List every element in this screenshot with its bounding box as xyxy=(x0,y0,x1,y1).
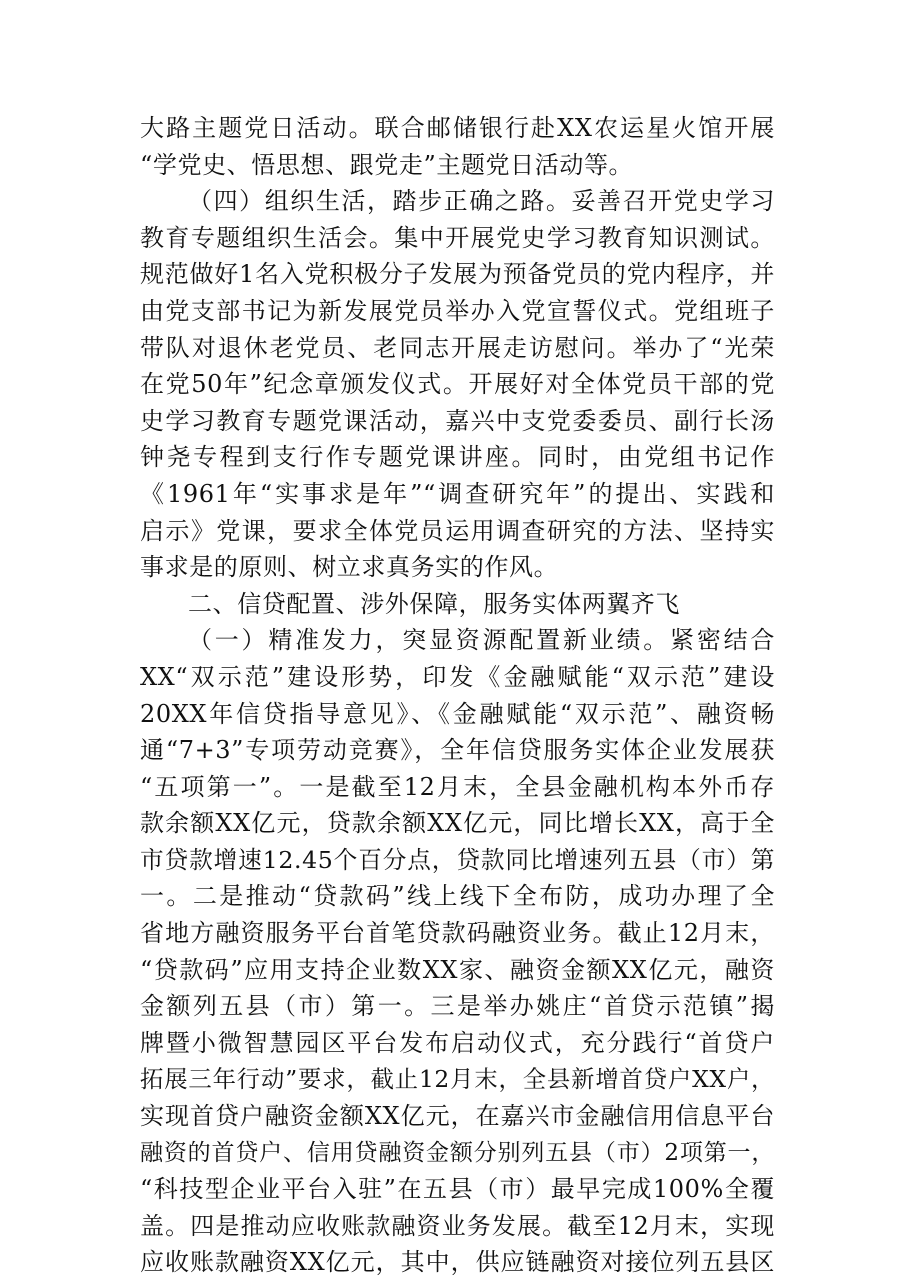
text-line: 《1961年“实事求是年”“调查研究年”的提出、实践和 xyxy=(140,479,775,508)
text-line: （四）组织生活，踏步正确之路。妥善召开党史学习 xyxy=(188,187,775,216)
text-line: 省地方融资服务平台首笔贷款码融资业务。截止12月末， xyxy=(140,919,775,948)
text-line: 融资的首贷户、信用贷融资金额分别列五县（市）2项第一， xyxy=(140,1139,775,1166)
text-line: 大路主题党日活动。联合邮储银行赴XX农运星火馆开展 xyxy=(140,114,775,142)
text-line: 二、信贷配置、涉外保障，服务实体两翼齐飞 xyxy=(188,589,680,618)
text-line: 应收账款融资XX亿元，其中，供应链融资对接位列五县区 xyxy=(140,1248,775,1277)
text-line: 规范做好1名入党积极分子发展为预备党员的党内程序，并 xyxy=(140,260,775,289)
text-line: 拓展三年行动”要求，截止12月末，全县新增首贷户XX户， xyxy=(140,1065,775,1094)
text-line: 实现首贷户融资金额XX亿元，在嘉兴市金融信用信息平台 xyxy=(140,1102,775,1131)
document-body xyxy=(140,110,775,1281)
text-line: 在党50年”纪念章颁发仪式。开展好对全体党员干部的党 xyxy=(140,370,775,399)
text-line: 20XX年信贷指导意见》、《金融赋能“双示范”、融资畅 xyxy=(140,699,775,728)
text-line: 盖。四是推动应收账款融资业务发展。截至12月末，实现 xyxy=(140,1211,775,1240)
text-line: 金额列五县（市）第一。三是举办姚庄“首贷示范镇”揭 xyxy=(140,992,775,1021)
text-line: “五项第一”。一是截至12月末，全县金融机构本外币存 xyxy=(140,772,775,801)
text-line: 事求是的原则、树立求真务实的作风。 xyxy=(140,553,559,582)
text-line: XX“双示范”建设形势，印发《金融赋能“双示范”建设 xyxy=(140,662,775,691)
text-line: “学党史、悟思想、跟党走”主题党日活动等。 xyxy=(140,150,634,179)
text-line: 一。二是推动“贷款码”线上线下全布防，成功办理了全 xyxy=(140,882,775,911)
text-line: “科技型企业平台入驻”在五县（市）最早完成100%全覆 xyxy=(140,1175,775,1204)
text-line: 款余额XX亿元，贷款余额XX亿元，同比增长XX，高于全 xyxy=(140,809,775,838)
text-line: 牌暨小微智慧园区平台发布启动仪式，充分践行“首贷户 xyxy=(140,1028,775,1057)
text-line: “贷款码”应用支持企业数XX家、融资金额XX亿元，融资 xyxy=(140,955,775,984)
text-line: 启示》党课，要求全体党员运用调查研究的方法、坚持实 xyxy=(140,516,775,545)
text-line: （一）精准发力，突显资源配置新业绩。紧密结合 xyxy=(188,626,775,655)
text-line: 市贷款增速12.45个百分点，贷款同比增速列五县（市）第 xyxy=(140,845,775,874)
text-line: 钟尧专程到支行作专题党课讲座。同时，由党组书记作 xyxy=(140,443,775,472)
text-line: 带队对退休老党员、老同志开展走访慰问。举办了“光荣 xyxy=(140,333,775,362)
text-line: 由党支部书记为新发展党员举办入党宣誓仪式。党组班子 xyxy=(140,296,775,325)
text-line: 教育专题组织生活会。集中开展党史学习教育知识测试。 xyxy=(140,223,775,252)
text-line: 通“7+3”专项劳动竞赛》，全年信贷服务实体企业发展获 xyxy=(140,736,775,765)
text-line: 史学习教育专题党课活动，嘉兴中支党委委员、副行长汤 xyxy=(140,406,775,435)
